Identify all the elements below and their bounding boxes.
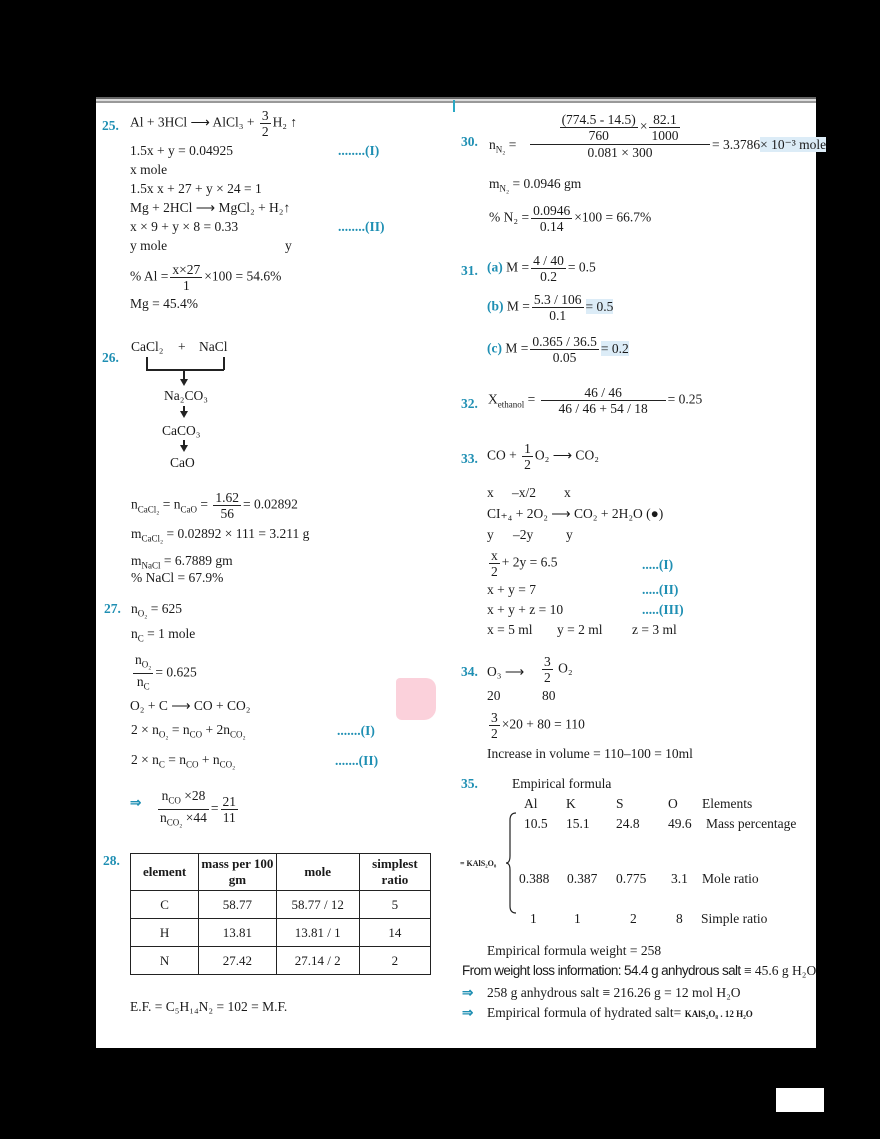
mass-n2: $m_{N_2} = 0.0946$ gm — [489, 176, 582, 194]
ratio-result: $\frac{n_{CO} \times 28}{n_{CO_2} \times 44}$ = $\frac{21}{11}$ — [160, 788, 237, 828]
table-header-row — [131, 854, 431, 891]
anhydrous-salt-line: 258 g anhydrous salt ≡ 216.26 g = 12 mol H₂O — [487, 985, 741, 1000]
formula-side-label: = KAlS₂O₈ — [460, 859, 497, 868]
curly-brace-icon — [506, 812, 518, 914]
stoich-row: y — [566, 527, 573, 542]
formula-weight: Empirical formula weight = 258 — [487, 943, 662, 958]
table-row: H 13.81 13.81 / 1 14 — [131, 919, 431, 947]
molarity-a: (a) M = $\frac{4 / 40}{0.2}$ = 0.5 — [487, 253, 596, 284]
question-number: 28. — [103, 853, 120, 868]
implies-icon: ⇒ — [130, 795, 142, 810]
reaction-coefficient: $\frac{3}{2}$ O₂ — [544, 654, 573, 685]
solution: z = 3 ml — [632, 622, 677, 637]
text-line: x mole — [130, 162, 168, 177]
volume-increase: Increase in volume = 110–100 = 10ml — [487, 746, 693, 761]
volume-value: 80 — [542, 688, 556, 703]
equation-ref: .......(I) — [337, 723, 375, 738]
stoich-row: y — [487, 527, 494, 542]
reaction: CO + $\frac{1}{2}$ O₂ ⟶ CO₂ — [487, 441, 599, 472]
text-line: y mole — [130, 238, 168, 253]
question-number: 27. — [104, 601, 121, 616]
equation-ref: ........(I) — [338, 143, 380, 158]
reaction: O₃ ⟶ — [487, 664, 525, 679]
implies-icon: ⇒ — [462, 1005, 474, 1020]
reactant-nacl: NaCl — [199, 339, 228, 354]
column-header: mole — [276, 854, 359, 891]
question-number: 30. — [461, 134, 478, 149]
ratio-equation: $\frac{n_{O_2}}{n_C}$ = 0.625 — [135, 652, 197, 692]
hydrated-salt-line: Empirical formula of hydrated salt= KAlS₂O₈ . 12 H₂O — [487, 1005, 753, 1020]
table-row: N 27.42 27.14 / 2 2 — [131, 947, 431, 975]
watermark-smudge — [396, 678, 436, 720]
column-divider-marker — [453, 100, 455, 112]
equation: x + y = 7 — [487, 582, 536, 597]
question-number: 25. — [102, 118, 119, 133]
equation: $\frac{x}{2}$ + 2y = 6.5 — [491, 548, 558, 579]
product-cao: CaO — [170, 455, 195, 470]
compound-fraction: $\frac{(774.5 - 14.5)}{760}$ × $\frac{82.1}{1000}$ 0.081 × 300 — [530, 112, 710, 161]
percent-al: % Al = $\frac{x\times 27}{1}$ ×100 = 54.6% — [130, 262, 282, 293]
solution: y = 2 ml — [557, 622, 603, 637]
stoich-row: x — [564, 485, 571, 500]
equation: $n_C = 1$ mole — [131, 626, 196, 644]
moles-equation: $n_{CaCl_2} = n_{CaO}$ = $\frac{1.62}{56}$ = 0.02892 — [131, 490, 298, 521]
percent-nacl: % NaCl = 67.9% — [131, 570, 224, 585]
molarity-b: (b) M = $\frac{5.3 / 106}{0.1}$ = 0.5 — [487, 292, 614, 323]
reactant-cacl2: CaCl₂ — [131, 339, 164, 354]
equation-ref: .....(III) — [642, 602, 684, 617]
text-line: y — [285, 238, 292, 253]
equation: x × 9 + y × 8 = 0.33 — [130, 219, 239, 234]
empirical-formula-result: E.F. = C₅H₁₄N₂ = 102 = M.F. — [130, 999, 288, 1014]
stoich-row: –2y — [513, 527, 534, 542]
column-header: simplest ratio — [359, 854, 430, 891]
product-caco3: CaCO₃ — [162, 423, 201, 438]
plus-sign: + — [178, 339, 186, 354]
equation-ref: .......(II) — [335, 753, 379, 768]
column-header: mass per 100 gm — [199, 854, 276, 891]
page-top-rule — [96, 97, 816, 103]
moles-n2-result: = 3.3786× 10⁻³ mole — [712, 137, 827, 152]
equation: 1.5x + y = 0.04925 — [130, 143, 233, 158]
arrow-down-icon — [180, 411, 188, 418]
question-number: 26. — [102, 350, 119, 365]
reaction: O₂ + C ⟶ CO + CO₂ — [130, 698, 251, 713]
molarity-c: (c) M = $\frac{0.365 / 36.5}{0.05}$ = 0.2 — [487, 334, 629, 365]
equation: $n_{O_2} = 625$ — [131, 601, 183, 619]
equation-ref: .....(II) — [642, 582, 679, 597]
equation: $2 \times n_{O_2} = n_{CO} + 2n_{CO_2}$ — [131, 722, 246, 740]
equation: 1.5x x + 27 + y × 24 = 1 — [130, 181, 262, 196]
moles-n2-lhs: $n_{N_2}$ = — [489, 137, 517, 155]
bracket-bottom — [146, 369, 224, 371]
equation-ref: ........(II) — [338, 219, 385, 234]
mole-fraction-ethanol: $X_{ethanol}$ = $\frac{46 / 46}{46 / 46 + 54 / 18}$ = 0.25 — [488, 385, 703, 416]
reaction: Al + 3HCl ⟶ AlCl₃ + $\frac{3}{2}$ H₂ ↑ — [130, 108, 298, 139]
arrow-down-icon — [180, 379, 188, 386]
question-number: 32. — [461, 396, 478, 411]
equation: $2 \times n_C = n_{CO} + n_{CO_2}$ — [131, 752, 236, 770]
mass-cacl2: $m_{CaCl_2} = 0.02892 \times 111 = 3.211$ g — [131, 526, 310, 544]
column-header: element — [131, 854, 199, 891]
empirical-formula-table — [130, 853, 431, 975]
stoich-row: x — [487, 485, 494, 500]
equation: x + y + z = 10 — [487, 602, 564, 617]
solution: x = 5 ml — [487, 622, 533, 637]
reaction: Mg + 2HCl ⟶ MgCl₂ + H₂↑ — [130, 200, 291, 215]
volume-value: 20 — [487, 688, 501, 703]
mass-nacl: $m_{NaCl} = 6.7889$ gm — [131, 553, 233, 571]
weight-loss-line: From weight loss information: 54.4 g anhydrous salt ≡ 45.6 g H₂O — [462, 963, 817, 978]
percent-n2: % N₂ = $\frac{0.0946}{0.14}$ ×100 = 66.7% — [489, 203, 652, 234]
percent-mg: Mg = 45.4% — [130, 296, 198, 311]
question-number: 35. — [461, 776, 478, 791]
section-title: Empirical formula — [512, 776, 612, 791]
arrow-down-icon — [180, 445, 188, 452]
question-number: 31. — [461, 263, 478, 278]
table-row: C 58.77 58.77 / 12 5 — [131, 891, 431, 919]
implies-icon: ⇒ — [462, 985, 474, 1000]
question-number: 33. — [461, 451, 478, 466]
reaction: CI₊₄ + 2O₂ ⟶ CO₂ + 2H₂O (●) — [487, 506, 664, 521]
page-number-box — [776, 1088, 824, 1112]
stoich-row: –x/2 — [512, 485, 537, 500]
volume-calc: $\frac{3}{2}$ ×20 + 80 = 110 — [491, 710, 585, 741]
equation-ref: .....(I) — [642, 557, 674, 572]
question-number: 34. — [461, 664, 478, 679]
product-na2co3: Na₂CO₃ — [164, 388, 208, 403]
